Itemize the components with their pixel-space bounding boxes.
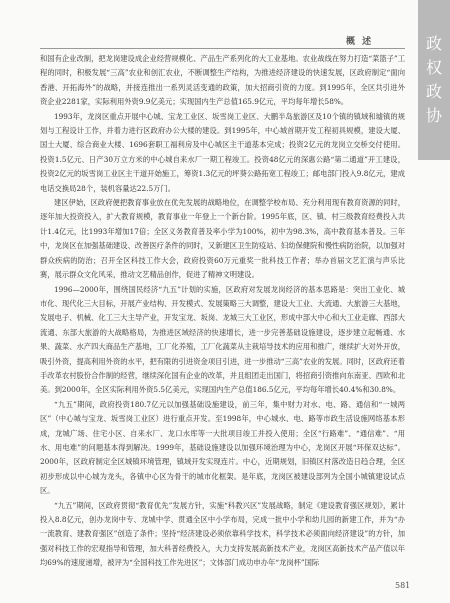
chapter-side-tab — [418, 0, 450, 160]
side-tab-char: 政 — [425, 82, 442, 101]
paragraph: 1996—2000年，围绕国民经济“九五”计划的实施，区政府对发展龙岗经济的基本思路是：突出工业化、城市化、现代化三大目标，开展产业结构、开发模式、发展策略三大调整，建设大工业、大流通、大旅游三大基地，发展电子、机械、化工三大主导产业，开发宝龙、坂岗、龙城三大工业区，形成中部大中心和大工业走廊、西部大流通、东部大旅游的大战略格局，为推进区域经济的快速增长，进一步完善基础设施建设，逐步建立起畅通、水果、蔬菜、水产四大商品生产基地，工厂化养殖，工厂化蔬菜从主栽培导技术的应用和推广，继续扩大对外开放，吸引外资，提高利用外资的水平，把有限的引进资金项目引进，进一步推动“三高”农业的发展。同时，区政府还着手改革农村股份合作制的经营，继续深化国有企业的改革，并且组团走出国门，将招商引资推向东南亚、西欧和北美。到2000年，全区实际利用外资5.5亿美元，实现国内生产总值186.5亿元，平均每年增长40.4%和30.8%。 — [40, 284, 406, 395]
paragraph: 和国有企业改制，把龙岗建设成企业经营规模化、产品生产系列化的大工业基地。农业战线在努力打造“菜篮子”工程的同时，积极发展“三高”农业和创汇农业，不断调整生产结构，为推进经济建设的快速发展，区政府制定“面向香港、开拓海外”的战略，并接连推出一系列灵活变通的政策，加大招商引资的力度。到1995年，全区共引进外资企业2281家，实际利用外资9.9亿美元；实现国内生产总值165.9亿元，平均每年增长58%。 — [40, 54, 406, 107]
running-header-title: 概 述 — [346, 37, 374, 47]
paragraph: 1993年，龙岗区重点开展中心城、宝龙工业区、坂雪岗工业区、大鹏半岛旅游区及10个镇的镇域和墟镇的规划与工程设计工作，并着力进行区政府办公大楼的建设。到1995年，中心城首期开发工程初具规模，建设大厦、国土大厦、综合商业大楼、1696套职工福利房及中心城区主干道基本完成；投资2亿元的龙岗立交桥交付使用。投资1.5亿元、日产30万立方米的中心城自来水厂一期工程竣工。投资48亿元的深惠公路“第二通道”开工建设，投资2亿元的坂雪岗工业区主干道开始施工，筹资1.3亿元的坪葵公路拓宽工程竣工；邮电部门投入9.8亿元，建成电话交换局28个，装机容量达22.5万门。 — [40, 111, 405, 193]
paragraph: “九五”期间，政府投资180.7亿元以加强基础设施建设，前三年，集中财力对水、电、路、通信和“一城两区”（中心城与宝龙、坂雪岗工业区）进行重点开发。至1998年，中心城水、电、路等市政生活设施网络基本形成，龙城广场、住宅小区、自来水厂、龙口水库等一大批项目竣工并投入使用；全区“行路难”、“通信难”、“用水、用电难”的问题基本得到解决。1999年，基础设施建设以加强环境治理为中心，龙岗区开展“环保双达标”。2000年，区政府制定全区城镇环境管理，镇域开发实现连片。中心，近期规划，旧镇区村落改造日趋合理，全区初步形成以中心城为龙头，各镇中心区为骨干的城市化框架。是年底，龙岗区被建设部列为全国小城镇建设试点区。 — [40, 399, 405, 496]
side-tab-char: 政 — [425, 34, 442, 53]
paragraph: 建区伊始，区政府便把教育事业放在优先发展的战略地位，在调整学校布局、充分利用现有教育资源的同时，逐年加大投资投入，扩大教育规模，教育事业一年登上一个新台阶。1995年底，区、镇、村三级教育经费投入共计1.4亿元，比1993年增加17倍；全区义务教育普及率小学为100%，初中为98.3%，高中教育基本普及。三年中，龙岗区在加强基础建设、改善医疗条件的同时，又新建区卫生防疫站、妇幼保健院和慢性病防治院，以加强对群众疾病的防治；召开全区科技工作大会，政府投资60万元重奖一批科技工作者；举办首届文艺汇演与声乐比赛，展示群众文化风采，推动文艺精品创作，促进了精神文明建设。 — [40, 198, 405, 280]
side-tab-char: 协 — [425, 106, 442, 125]
side-tab-char: 权 — [425, 58, 442, 77]
body-text — [40, 52, 405, 571]
header-rule — [40, 48, 405, 49]
paragraph: “九五”期间，区政府贯彻“教育优先”发展方针，实施“科教兴区”发展战略，制定《建设教育强区规划》，累计投入8.8亿元，创办龙岗中专、龙城中学、贯通全区中小学布局，完成一批中小学和幼儿园的新建工作，并为“办一流教育、建教育强区”创造了条件；坚持“经济建设必须依靠科学技术，科学技术必须面向经济建设”的方针，加强对科技工作的宏观指导和管理，加大科普经费投入，大力支持发展高新技术产业，龙岗区高新技术产品产值以年均69%的速度递增，被评为“全国科技工作先进区”；文体部门成功申办年“龙岗杯”国际 — [40, 500, 405, 568]
page-number: 581 — [395, 581, 411, 590]
